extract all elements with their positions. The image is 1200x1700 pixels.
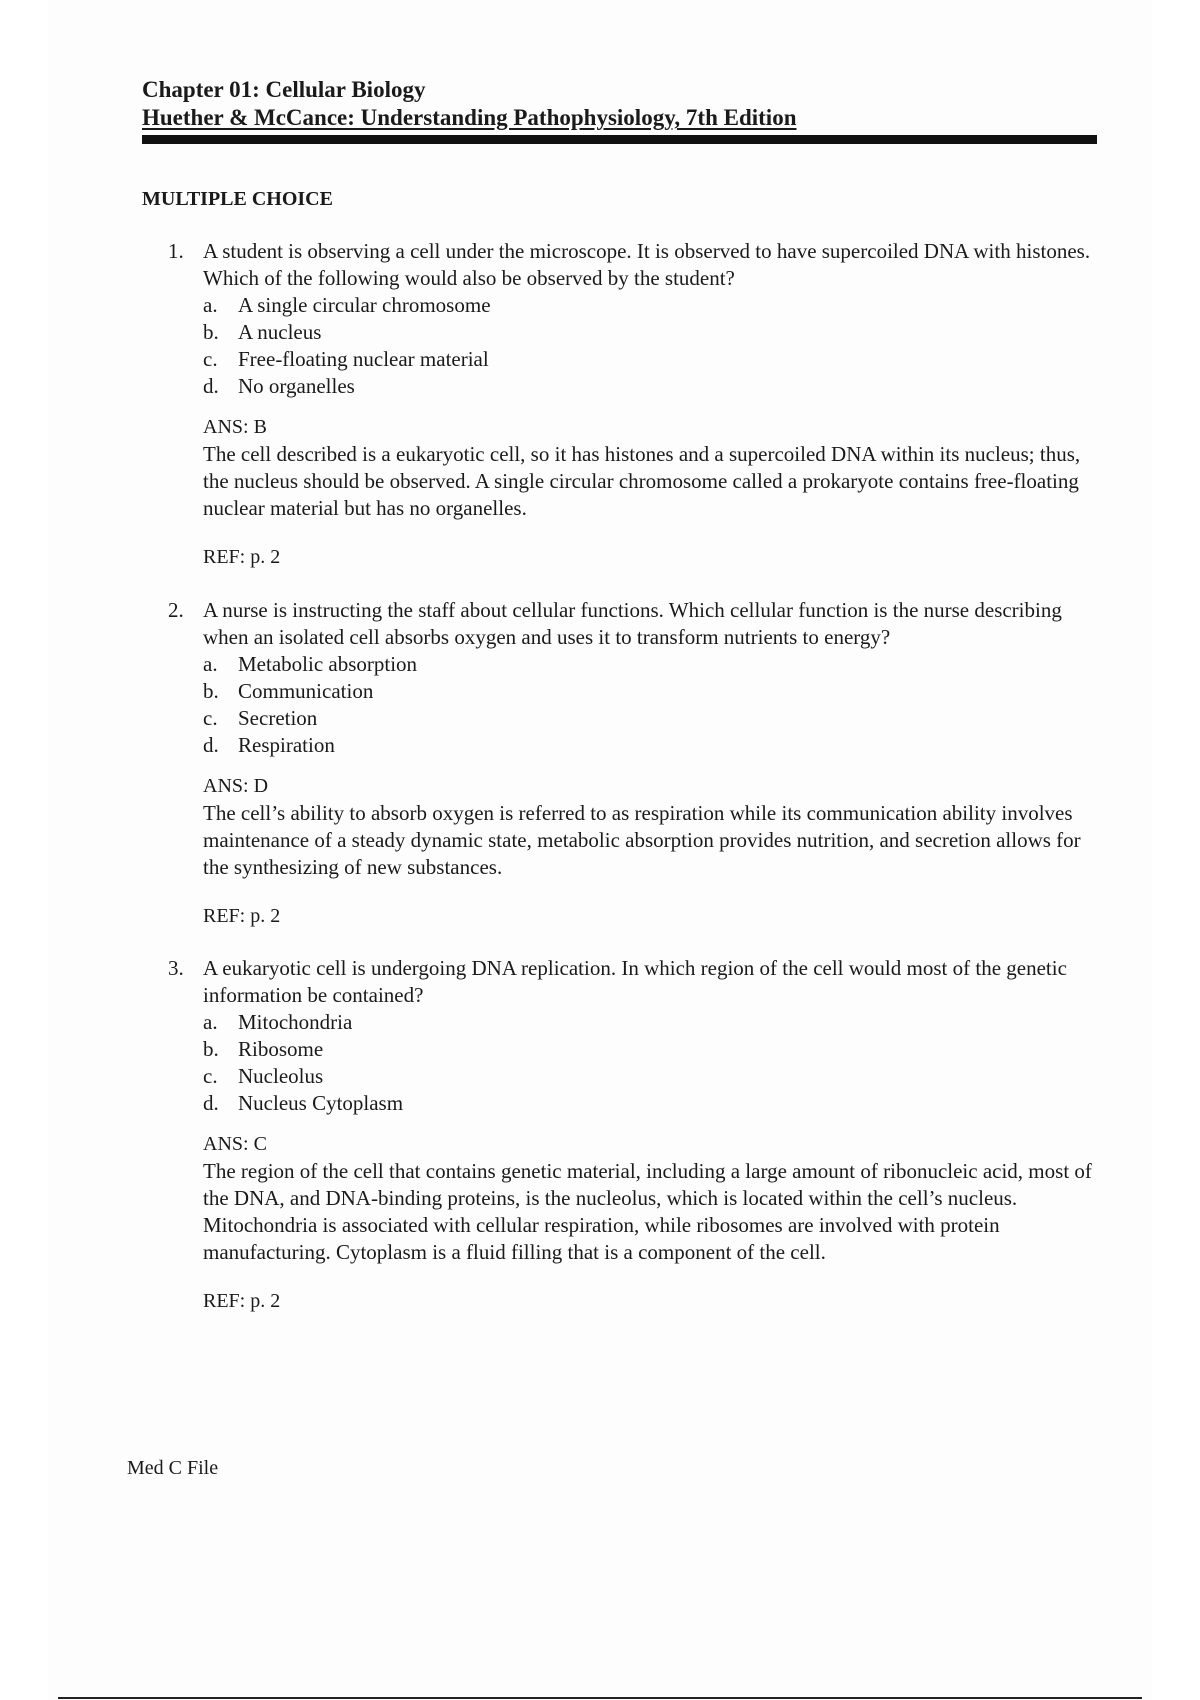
question-1	[168, 238, 1098, 571]
choice-text: No organelles	[238, 374, 355, 398]
choice-text: Communication	[238, 679, 374, 703]
section-heading: MULTIPLE CHOICE	[142, 188, 333, 210]
choice-d	[203, 1090, 1098, 1117]
choice-letter: c.	[203, 1064, 218, 1088]
choice-text: Metabolic absorption	[238, 652, 418, 676]
choice-text: Secretion	[238, 706, 318, 730]
choice-b	[203, 678, 1098, 705]
choice-letter: b.	[203, 320, 219, 344]
choice-c	[203, 705, 1098, 732]
question-number: 3.	[168, 956, 184, 980]
answer-choices	[203, 292, 1098, 400]
page-reference: REF: p. 2	[203, 1290, 281, 1312]
document-header	[142, 76, 1097, 144]
choice-d	[203, 373, 1098, 400]
answer-key: ANS: B	[203, 416, 267, 438]
page-reference: REF: p. 2	[203, 546, 281, 568]
question-stem	[168, 238, 1098, 292]
question-number: 2.	[168, 598, 184, 622]
choice-b	[203, 319, 1098, 346]
choice-text: Mitochondria	[238, 1010, 353, 1034]
answer-key: ANS: D	[203, 775, 269, 797]
question-stem	[168, 955, 1098, 1009]
header-rule	[142, 135, 1097, 144]
choice-letter: a.	[203, 1010, 218, 1034]
rationale: The cell described is a eukaryotic cell, so it has histones and a supercoiled DNA within its nucleus; thus, the nucleus should be observed. A single circular chromosome called a prokaryote contains free-floating nuclear material but has no organelles.	[203, 442, 1081, 520]
question-number: 1.	[168, 239, 184, 263]
question-text: A student is observing a cell under the microscope. It is observed to have supercoiled DNA with histones. Which of the following would also be observed by the student?	[203, 239, 1091, 290]
choice-letter: d.	[203, 1091, 219, 1115]
choice-b	[203, 1036, 1098, 1063]
choice-letter: a.	[203, 652, 218, 676]
chapter-title: Chapter 01: Cellular Biology	[142, 77, 426, 102]
page-reference: REF: p. 2	[203, 905, 281, 927]
choice-a	[203, 651, 1098, 678]
question-stem	[168, 597, 1098, 651]
choice-letter: c.	[203, 347, 218, 371]
answer-block	[203, 1131, 1098, 1315]
choice-c	[203, 1063, 1098, 1090]
answer-block	[203, 773, 1098, 930]
answer-key: ANS: C	[203, 1133, 267, 1155]
choice-letter: b.	[203, 1037, 219, 1061]
choice-text: A single circular chromosome	[238, 293, 491, 317]
answer-choices	[203, 1009, 1098, 1117]
answer-choices	[203, 651, 1098, 759]
choice-letter: b.	[203, 679, 219, 703]
bottom-rule	[58, 1697, 1142, 1699]
choice-text: Nucleus Cytoplasm	[238, 1091, 404, 1115]
choice-letter: a.	[203, 293, 218, 317]
rationale: The region of the cell that contains genetic material, including a large amount of ribonucleic acid, most of the DNA, and DNA-binding proteins, is the nucleolus, which is located within the cell’s nucleus. Mitochondria is associated with cellular respiration, while ribosomes are involved with protein manufacturing. Cytoplasm is a fluid filling that is a component of the cell.	[203, 1159, 1092, 1264]
choice-d	[203, 732, 1098, 759]
choice-c	[203, 346, 1098, 373]
choice-text: Ribosome	[238, 1037, 324, 1061]
question-2	[168, 597, 1098, 930]
footer-label: Med C File	[127, 1457, 219, 1479]
question-3	[168, 955, 1098, 1315]
choice-a	[203, 292, 1098, 319]
rationale: The cell’s ability to absorb oxygen is referred to as respiration while its communication ability involves maintenance of a steady dynamic state, metabolic absorption provides nutrition, and secretion allows for the synthesizing of new substances.	[203, 801, 1081, 879]
choice-text: Nucleolus	[238, 1064, 324, 1088]
choice-text: A nucleus	[238, 320, 322, 344]
answer-block	[203, 414, 1098, 571]
choice-letter: c.	[203, 706, 218, 730]
question-text: A eukaryotic cell is undergoing DNA replication. In which region of the cell would most of the genetic information be contained?	[203, 956, 1067, 1007]
choice-letter: d.	[203, 733, 219, 757]
choice-text: Respiration	[238, 733, 335, 757]
question-text: A nurse is instructing the staff about cellular functions. Which cellular function is the nurse describing when an isolated cell absorbs oxygen and uses it to transform nutrients to energy?	[203, 598, 1062, 649]
choice-letter: d.	[203, 374, 219, 398]
book-title: Huether & McCance: Understanding Pathophysiology, 7th Edition	[142, 105, 797, 130]
choice-text: Free-floating nuclear material	[238, 347, 489, 371]
choice-a	[203, 1009, 1098, 1036]
